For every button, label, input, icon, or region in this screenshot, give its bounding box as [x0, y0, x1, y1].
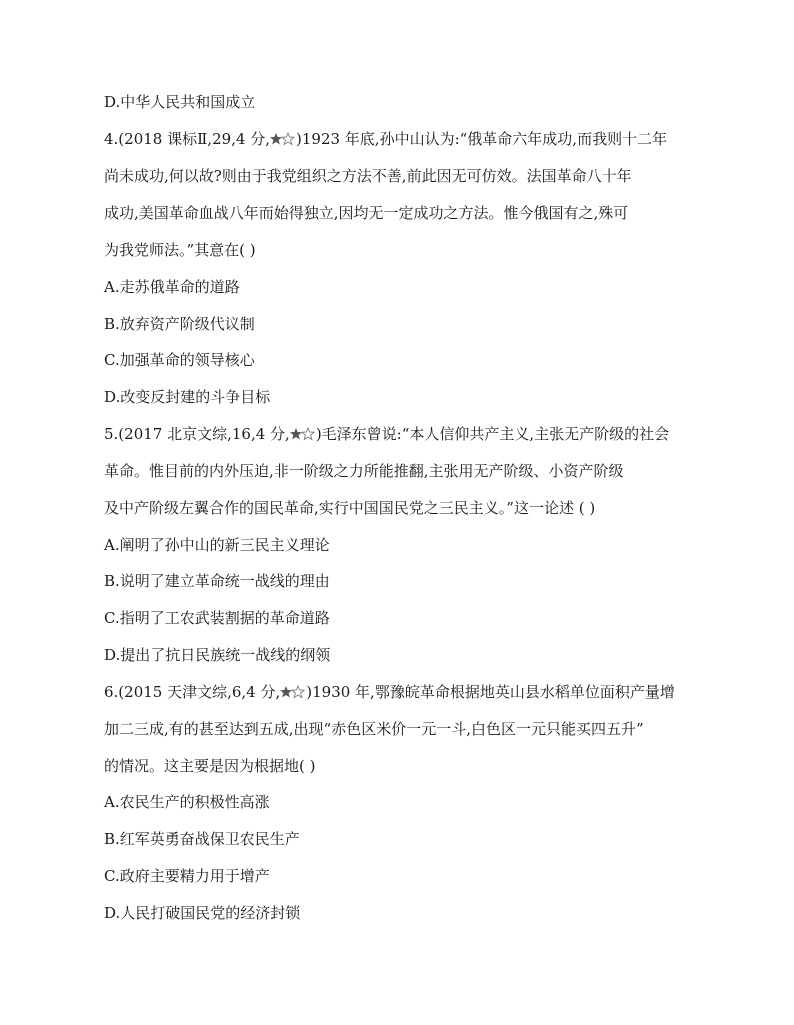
q5-source: 5.(2017 北京文综,16,4 分, [104, 425, 290, 443]
q6-option-c: C.政府主要精力用于增产 [104, 867, 270, 885]
q6-option-a: A.农民生产的积极性高涨 [104, 793, 270, 811]
q4-option-d: D.改变反封建的斗争目标 [104, 388, 271, 406]
q6-option-b: B.红军英勇奋战保卫农民生产 [104, 830, 300, 848]
q4-option-c: C.加强革命的领导核心 [104, 351, 255, 369]
q5-option-c: C.指明了工农武装割据的革命道路 [104, 609, 330, 627]
q4-stem-text: )1923 年底,孙中山认为:“俄革命六年成功,而我则十二年 [296, 130, 668, 148]
q5-stem-line-1 [104, 424, 669, 444]
q4-option-a: A.走苏俄革命的道路 [104, 278, 240, 296]
q5-stem-text: )毛泽东曾说:“本人信仰共产主义,主张无产阶级的社会 [315, 425, 670, 443]
q5-option-a: A.阐明了孙中山的新三民主义理论 [104, 536, 330, 554]
q4-stem-line-4: 为我党师法。”其意在( ) [104, 241, 256, 259]
q6-option-d: D.人民打破国民党的经济封锁 [104, 904, 301, 922]
q6-stem-line-3: 的情况。这主要是因为根据地( ) [104, 757, 316, 775]
q4-stem-line-3: 成功,美国革命血战八年而始得独立,因均无一定成功之方法。惟今俄国有之,殊可 [104, 204, 629, 222]
q4-option-b: B.放弃资产阶级代议制 [104, 315, 255, 333]
q5-stem-line-3: 及中产阶级左翼合作的国民革命,实行中国国民党之三民主义。”这一论述 ( ) [104, 499, 596, 517]
difficulty-stars-icon [280, 684, 306, 698]
q6-stem-text: )1930 年,鄂豫皖革命根据地英山县水稻单位面积产量增 [306, 683, 675, 701]
q6-stem-line-2: 加二三成,有的甚至达到五成,出现“赤色区米价一元一斗,白色区一元只能买四五升” [104, 720, 644, 738]
q5-option-b: B.说明了建立革命统一战线的理由 [104, 572, 330, 590]
q4-stem-line-1 [104, 129, 667, 149]
q5-stem-line-2: 革命。惟目前的内外压迫,非一阶级之力所能推翻,主张用无产阶级、小资产阶级 [104, 462, 624, 480]
difficulty-stars-icon [290, 426, 316, 440]
q4-stem-line-2: 尚未成功,何以故?则由于我党组织之方法不善,前此因无可仿效。法国革命八十年 [104, 167, 632, 185]
q5-option-d: D.提出了抗日民族统一战线的纲领 [104, 646, 331, 664]
q6-stem-line-1 [104, 682, 675, 702]
q6-source: 6.(2015 天津文综,6,4 分, [104, 683, 281, 701]
difficulty-stars-icon [270, 131, 296, 145]
prev-option-d: D.中华人民共和国成立 [104, 93, 256, 111]
q4-source: 4.(2018 课标Ⅱ,29,4 分, [104, 130, 271, 148]
